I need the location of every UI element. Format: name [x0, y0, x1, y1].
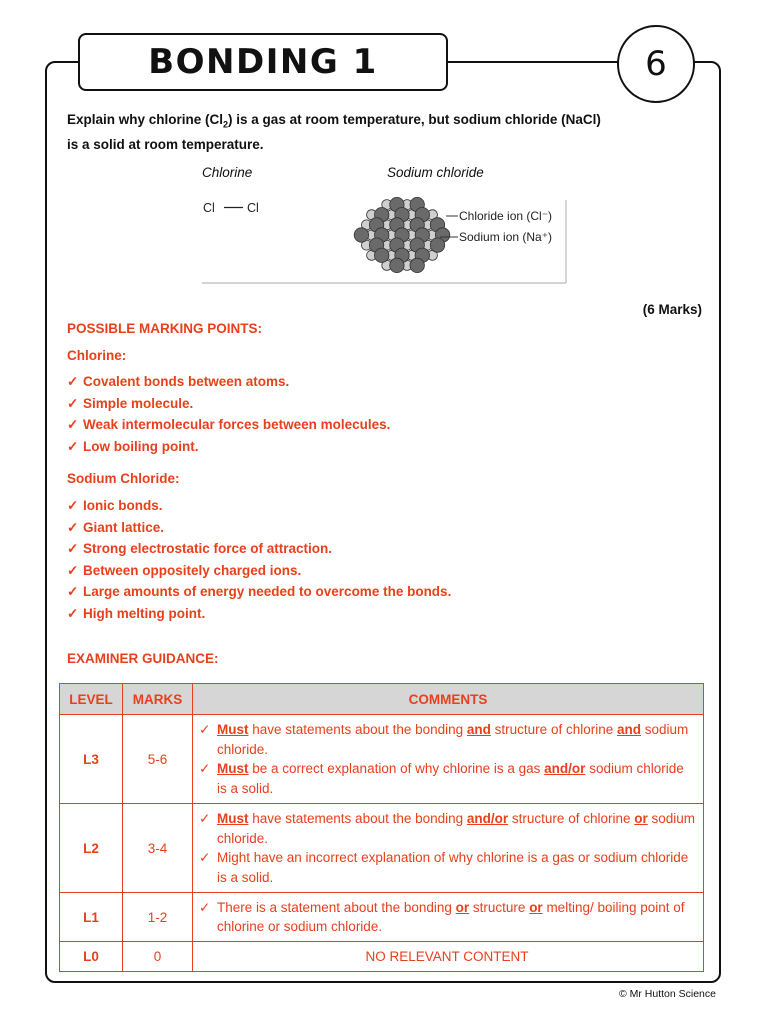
marking-point [67, 414, 390, 436]
examiner-guidance-table [59, 683, 704, 972]
check-icon: ✓ [199, 811, 211, 826]
table-row [60, 893, 704, 942]
level-cell: L2 [60, 804, 123, 893]
check-icon: ✓ [67, 519, 79, 535]
comments-cell [193, 804, 704, 893]
chlorine-label: Chlorine [202, 165, 253, 180]
chloride-ion-sphere [410, 258, 424, 272]
comment-item [199, 720, 695, 759]
examiner-guidance-heading: EXAMINER GUIDANCE: [67, 651, 219, 666]
table-row [60, 942, 704, 972]
marking-point-text: Between oppositely charged ions. [83, 562, 302, 578]
emphasis-keyword: and/or [466, 811, 509, 826]
question-line1-before: Explain why chlorine (Cl [67, 112, 224, 127]
question-text [67, 110, 707, 155]
marks-cell: 0 [123, 942, 193, 972]
check-icon: ✓ [67, 584, 79, 599]
question-subscript: 2 [223, 119, 229, 130]
emphasis-keyword: or [529, 899, 543, 915]
question-number: 6 [645, 44, 667, 84]
table-header-row [60, 684, 704, 715]
marking-point [67, 371, 390, 393]
marking-point [67, 603, 451, 625]
comment-item [199, 759, 695, 798]
question-line1-after: ) is a gas at room temperature, but sodium chloride (NaCl) [228, 112, 601, 127]
bonding-diagram [200, 162, 568, 286]
comment-item [199, 898, 695, 937]
comment-text: Must have statements about the bonding and structure of chlorine and sodium chloride. [217, 722, 689, 757]
marking-point [67, 581, 451, 603]
marks-cell: 5-6 [123, 715, 193, 804]
marks-cell: 3-4 [123, 804, 193, 893]
emphasis-keyword: or [455, 899, 470, 915]
emphasis-keyword: Must [217, 761, 249, 776]
level-cell: L3 [60, 715, 123, 804]
marking-point [67, 393, 390, 415]
chloride-ion-sphere [375, 248, 389, 262]
check-icon: ✓ [199, 722, 211, 737]
comment-text: Must be a correct explanation of why chlorine is a gas and/or sodium chloride is a solid. [217, 761, 684, 796]
check-icon: ✓ [67, 395, 79, 411]
question-number-badge [617, 25, 695, 103]
check-icon: ✓ [199, 899, 211, 915]
table-row [60, 804, 704, 893]
marking-point-text: Covalent bonds between atoms. [83, 374, 290, 389]
chloride-ion-sphere [430, 238, 444, 252]
chloride-ion-label: Chloride ion (Cl⁻) [459, 209, 553, 223]
marking-point-text: Giant lattice. [83, 519, 165, 535]
marking-point-text: Low boiling point. [83, 438, 199, 454]
column-header-comments: COMMENTS [193, 684, 704, 715]
marking-point [67, 436, 390, 458]
chlorine-points-list [67, 371, 390, 457]
table-row [60, 715, 704, 804]
bonding-figure [200, 162, 568, 286]
comment-text: There is a statement about the bonding or structure or melting/ boiling point of chlorine or sodium chloride. [217, 899, 685, 934]
marks-cell: 1-2 [123, 893, 193, 942]
marking-point [67, 517, 451, 539]
check-icon: ✓ [67, 562, 79, 578]
sodium-chloride-points-list [67, 495, 451, 624]
level-cell: L0 [60, 942, 123, 972]
title-box [78, 33, 448, 91]
comment-item [199, 848, 695, 887]
comment-text: Might have an incorrect explanation of why chlorine is a gas or sodium chloride is a solid. [217, 850, 689, 885]
nacl-lattice [354, 197, 450, 272]
sodium-chloride-label: Sodium chloride [387, 165, 484, 180]
marking-point-text: Weak intermolecular forces between molecules. [83, 417, 391, 432]
sodium-chloride-heading: Sodium Chloride: [67, 471, 180, 486]
check-icon: ✓ [199, 850, 211, 865]
chloride-ion-sphere [390, 258, 404, 272]
emphasis-keyword: and [466, 722, 491, 737]
marking-point-text: Ionic bonds. [83, 498, 163, 513]
comments-cell: NO RELEVANT CONTENT [193, 942, 704, 972]
marking-points-heading: POSSIBLE MARKING POINTS: [67, 321, 263, 336]
check-icon: ✓ [67, 374, 79, 389]
marking-point [67, 560, 451, 582]
level-cell: L1 [60, 893, 123, 942]
check-icon: ✓ [67, 605, 79, 621]
marking-point-text: Large amounts of energy needed to overcome the bonds. [83, 584, 452, 599]
marking-point-text: Simple molecule. [83, 395, 194, 411]
comments-cell [193, 715, 704, 804]
marking-point [67, 538, 451, 560]
page-title: BONDING 1 [148, 42, 378, 82]
comment-item [199, 809, 695, 848]
sodium-ion-label: Sodium ion (Na⁺) [459, 230, 553, 244]
emphasis-keyword: Must [217, 811, 249, 826]
chlorine-atom-right: Cl [247, 201, 259, 215]
chlorine-heading: Chlorine: [67, 348, 127, 363]
marking-point [67, 495, 451, 517]
copyright-footer: © Mr Hutton Science [618, 988, 716, 1000]
emphasis-keyword: and [616, 722, 641, 737]
column-header-level: LEVEL [60, 684, 123, 715]
marking-point-text: High melting point. [83, 605, 206, 621]
question-line2: is a solid at room temperature. [67, 136, 264, 152]
column-header-marks: MARKS [123, 684, 193, 715]
check-icon: ✓ [67, 541, 79, 556]
chlorine-atom-left: Cl [203, 201, 215, 215]
emphasis-keyword: and/or [544, 761, 586, 776]
comment-text: Must have statements about the bonding and/or structure of chlorine or sodium chloride. [217, 811, 696, 846]
check-icon: ✓ [67, 438, 79, 454]
comments-cell [193, 893, 704, 942]
marks-label: (6 Marks) [642, 302, 702, 317]
emphasis-keyword: or [634, 811, 648, 826]
check-icon: ✓ [199, 761, 211, 776]
chloride-ion-sphere [354, 228, 368, 242]
marking-point-text: Strong electrostatic force of attraction. [83, 541, 333, 556]
emphasis-keyword: Must [217, 722, 249, 737]
check-icon: ✓ [67, 498, 79, 513]
check-icon: ✓ [67, 417, 79, 432]
